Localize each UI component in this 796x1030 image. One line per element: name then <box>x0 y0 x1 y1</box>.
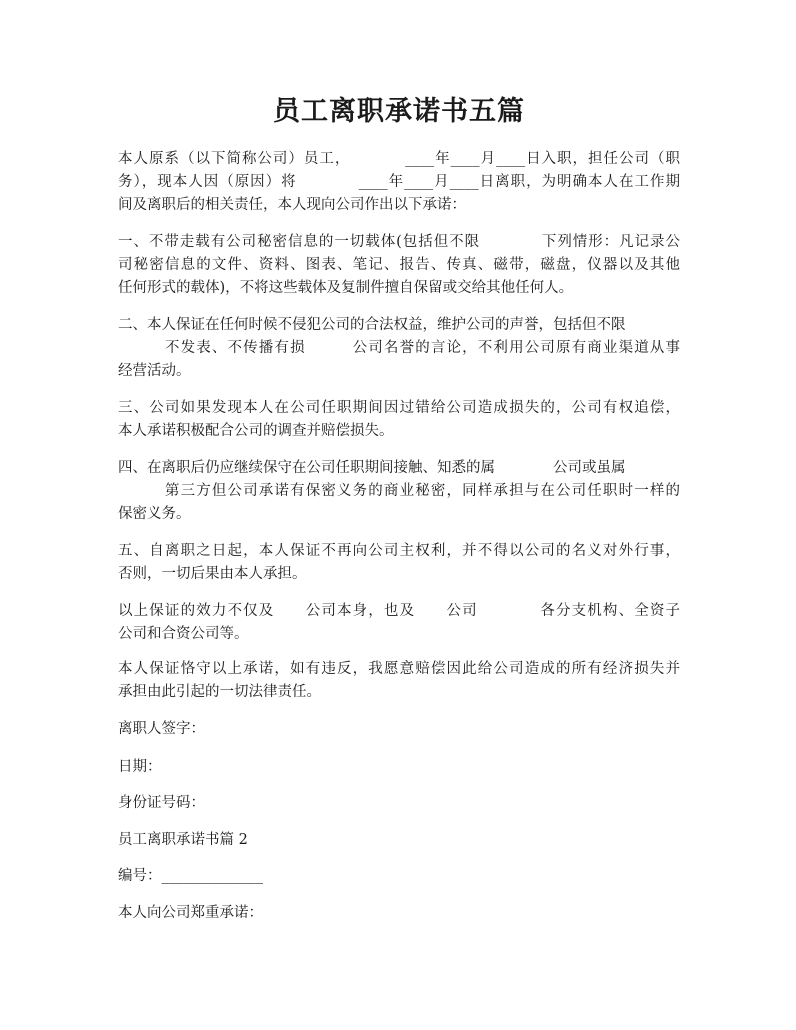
text-line: 不发表、不传播有损 公司名誉的言论，不利用公司原有商业渠道从事 <box>118 340 680 356</box>
commitment-intro-text: 本人向公司郑重承诺： <box>118 905 263 921</box>
text-line: 承担由此引起的一切法律责任。 <box>118 684 321 700</box>
signature-line <box>118 718 680 741</box>
clause-2-paragraph <box>118 314 680 383</box>
clause-3-paragraph <box>118 397 680 443</box>
part-2-title: 员工离职承诺书篇 2 <box>118 832 248 848</box>
text-line: 二、本人保证在任何时候不侵犯公司的合法权益，维护公司的声誉，包括但不限 <box>118 317 626 333</box>
text-line: 五、自离职之日起，本人保证不再向公司主权利，并不得以公司的名义对外行事， <box>118 543 680 559</box>
text-line: 否则，一切后果由本人承担。 <box>118 566 307 582</box>
scope-paragraph <box>118 600 680 646</box>
text-line: 间及离职后的相关责任，本人现向公司作出以下承诺： <box>118 197 466 213</box>
date-label: 日期： <box>118 759 162 775</box>
intro-paragraph <box>118 148 680 217</box>
text-line: 一、不带走载有公司秘密信息的一切载体(包括但不限 下列情形：凡记录公 <box>118 234 680 250</box>
text-line: 以上保证的效力不仅及 公司本身，也及 公司 各分支机构、全资子 <box>118 603 680 619</box>
id-number-line <box>118 792 680 815</box>
text-line: 三、公司如果发现本人在公司任职期间因过错给公司造成损失的，公司有权追偿， <box>118 400 680 416</box>
clause-1-paragraph <box>118 231 680 300</box>
liability-paragraph <box>118 658 680 704</box>
text-line: 本人保证恪守以上承诺，如有违反，我愿意赔偿因此给公司造成的所有经济损失并 <box>118 661 680 677</box>
text-line: 任何形式的载体)，不将这些载体及复制件擅自保留或交给其他任何人。 <box>118 280 574 296</box>
id-number-label: 身份证号码： <box>118 795 205 811</box>
part-2-heading <box>118 829 680 852</box>
text-line: 本人承诺积极配合公司的调查并赔偿损失。 <box>118 423 394 439</box>
signature-label: 离职人签字： <box>118 721 205 737</box>
serial-number-label: 编号：______________ <box>118 868 263 884</box>
text-line: 四、在离职后仍应继续保守在公司任职期间接触、知悉的属 公司或虽属 <box>118 460 626 476</box>
clause-5-paragraph <box>118 540 680 586</box>
text-line: 公司和合资公司等。 <box>118 626 249 642</box>
date-line <box>118 756 680 779</box>
text-line: 保密义务。 <box>118 506 191 522</box>
commitment-intro-line <box>118 902 680 925</box>
text-line: 经营活动。 <box>118 363 191 379</box>
text-line: 本人原系（以下简称公司）员工， ____年____月____日入职，担任公司（职 <box>118 151 680 167</box>
text-line: 务），现本人因（原因）将 ____年____月____日离职，为明确本人在工作期 <box>118 174 680 190</box>
text-line: 第三方但公司承诺有保密义务的商业秘密，同样承担与在公司任职时一样的 <box>118 483 680 499</box>
serial-number-line <box>118 865 680 888</box>
clause-4-paragraph <box>118 457 680 526</box>
text-line: 司秘密信息的文件、资料、图表、笔记、报告、传真、磁带，磁盘，仪器以及其他 <box>118 257 680 273</box>
document-title: 员工离职承诺书五篇 <box>273 96 525 127</box>
